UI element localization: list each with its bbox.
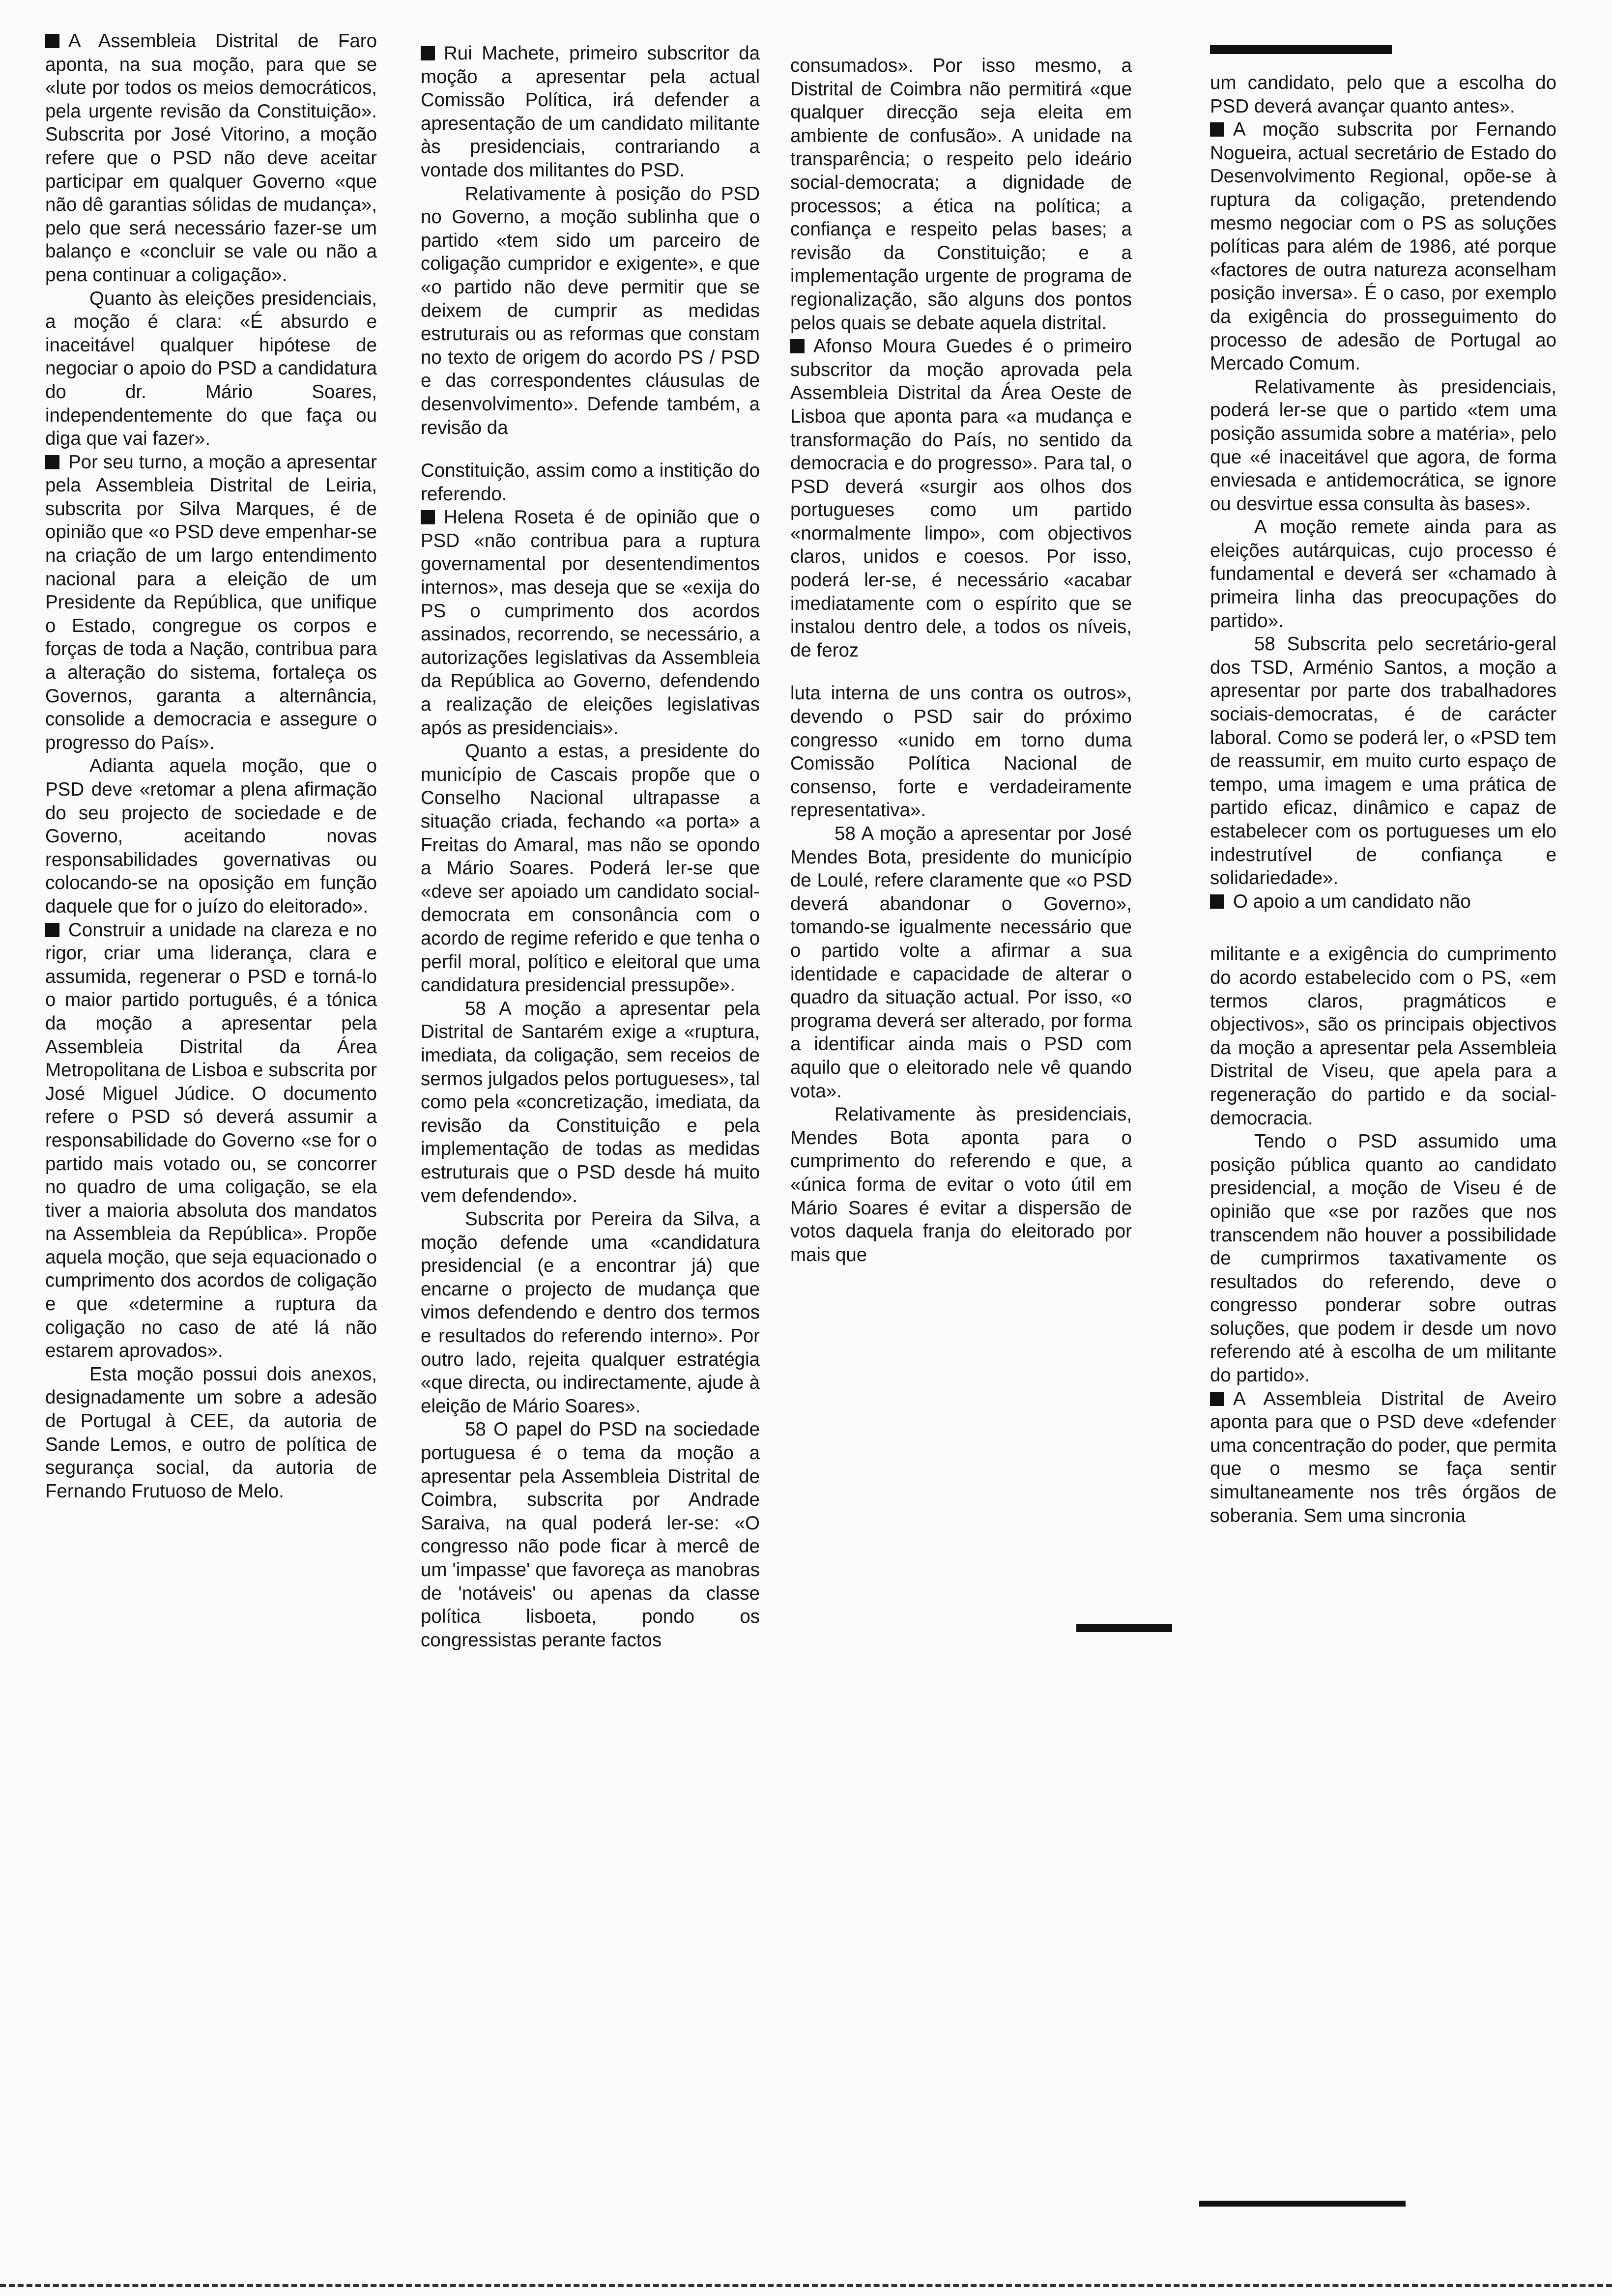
paragraph: Relativamente às presidenciais, poderá ler-se que o partido «tem uma posição assumida sobre a matéria», pelo que «é inaceitável que agora, de forma enviesada e antidemocrática, se ignore ou desvirtue essa consulta às bases». (1210, 376, 1556, 515)
article-column-1 (45, 29, 377, 1503)
article-column-2 (421, 42, 760, 1652)
end-rule-col3 (1076, 1624, 1172, 1632)
paragraph: A moção subscrita por Fernando Nogueira, actual secretário de Estado do Desenvolvimento Regional, opõe-se à ruptura da coligação, pretendendo mesmo negociar com o PS as soluções políticas para além de 1986, até porque «factores de outra natureza aconselham posição inversa». É o caso, por exemplo da exigência do prosseguimento do processo de adesão de Portugal ao Mercado Comum. (1210, 119, 1556, 374)
paragraph: 58 A moção a apresentar por José Mendes Bota, presidente do município de Loulé, refere claramente que «o PSD deverá abandonar o Governo», tomando-se igualmente necessário que o partido volte a afirmar a sua identidade e capacidade de alterar o quadro da situação actual. Por isso, «o programa deverá ser alterado, por forma a identificar ainda mais o PSD com aquilo que o eleitorado nele vê quando vota». (790, 823, 1132, 1102)
page-bottom-cut-line (0, 2284, 1612, 2287)
paragraph: Afonso Moura Guedes é o primeiro subscritor da moção aprovada pela Assembleia Distrital da Área Oeste de Lisboa que aponta para «a mudança e transformação do País, no sentido da democracia e do progresso». Para tal, o PSD deverá «surgir aos olhos dos portugueses como um partido «normalmente limpo», com objectivos claros, unidos e coesos. Por isso, poderá ler-se, é necessário «acabar imediatamente com o espírito que se instalou dentro dele, a todos os níveis, de feroz (790, 336, 1132, 661)
square-bullet-icon (45, 455, 59, 469)
paragraph: Esta moção possui dois anexos, designadamente um sobre a adesão de Portugal à CEE, da autoria de Sande Lemos, e outro de política de segurança social, da autoria de Fernando Frutuoso de Melo. (45, 1363, 377, 1502)
article-column-4 (1210, 71, 1556, 1527)
paragraph: luta interna de uns contra os outros», devendo o PSD sair do próximo congresso «unido em torno duma Comissão Política Nacional de consenso, forte e verdadeiramente representativa». (790, 683, 1132, 821)
article-column-3 (790, 54, 1132, 1266)
paragraph: A Assembleia Distrital de Aveiro aponta para que o PSD deve «defender uma concentração do poder, que permita que o mesmo se faça sentir simultaneamente nos três órgãos de soberania. Sem uma sincronia (1210, 1388, 1556, 1526)
square-bullet-icon (1210, 894, 1224, 909)
paragraph: Relativamente à posição do PSD no Governo, a moção sublinha que o partido «tem sido um parceiro de coligação cumpridor e exigente», e que «o partido não deve permitir que se deixem de cumprir as medidas estruturais ou as reformas que constam no texto de origem do acordo PS / PSD e das correspondentes cláusulas de desenvolvimento». Defende também, a revisão da (421, 183, 760, 438)
bottom-rule-col4 (1199, 2201, 1406, 2207)
paragraph: Constituição, assim como a institição do referendo. (421, 460, 760, 505)
paragraph: 58 Subscrita pelo secretário-geral dos TSD, Arménio Santos, a moção a apresentar por parte dos trabalhadores sociais-democratas, é de carácter laboral. Como se poderá ler, o «PSD tem de reassumir, em muito curto espaço de tempo, uma imagem e uma prática de partido eficaz, dinâmico e capaz de estabelecer com os portugueses um elo indestrutível de confiança e solidariedade». (1210, 633, 1556, 889)
square-bullet-icon (790, 339, 805, 353)
paragraph: A Assembleia Distrital de Faro aponta, na sua moção, para que se «lute por todos os meios democráticos, pela urgente revisão da Constituição». Subscrita por José Vitorino, a moção refere que o PSD não deve aceitar participar em qualquer Governo «que não dê garantias sólidas de mudança», pelo que será necessário fazer-se um balanço e «concluir se vale ou não a pena continuar a coligação». (45, 30, 377, 286)
paragraph: Adianta aquela moção, que o PSD deve «retomar a plena afirmação do seu projecto de sociedade e de Governo, aceitando novas responsabilidades governativas ou colocando-se na oposição em função daquele que for o juízo do eleitorado». (45, 755, 377, 917)
paragraph: Quanto a estas, a presidente do município de Cascais propõe que o Conselho Nacional ultrapasse a situação criada, fechando «a porta» a Freitas do Amaral, mas não se opondo a Mário Soares. Poderá ler-se que «deve ser apoiado um candidato social-democrata em consonância com o acordo de regime referido e que tenha o perfil moral, político e eleitoral que uma candidatura presidencial pressupõe». (421, 741, 760, 996)
paragraph: 58 A moção a apresentar pela Distrital de Santarém exige a «ruptura, imediata, da coligação, sem receios de sermos julgados pelos portugueses», tal como pela «concretização, imediata, da revisão da Constituição e pela implementação de todas as medidas estruturais que o PSD desde há muito vem defendendo». (421, 998, 760, 1206)
paragraph: militante e a exigência do cumprimento do acordo estabelecido com o PS, «em termos claros, pragmáticos e objectivos», são os principais objectivos da moção a apresentar pela Assembleia Distrital de Viseu, que apela para a regeneração do partido e da social-democracia. (1210, 944, 1556, 1129)
square-bullet-icon (1210, 122, 1224, 137)
paragraph: Relativamente às presidenciais, Mendes Bota aponta para o cumprimento do referendo e que, a «única forma de evitar o voto útil em Mário Soares é evitar a dispersão de votos daquela franja do eleitorado por mais que (790, 1104, 1132, 1265)
paragraph: Tendo o PSD assumido uma posição pública quanto ao candidato presidencial, a moção de Viseu é de opinião que «se por razões que nos transcendem não houver a possibilidade de cumprirmos taxativamente os resultados do referendo, deve o congresso ponderar sobre outras soluções, que podem ir desde um novo referendo até à escolha de um militante do partido». (1210, 1131, 1556, 1386)
paragraph: O apoio a um candidato não (1210, 890, 1556, 914)
paragraph: Subscrita por Pereira da Silva, a moção defende uma «candidatura presidencial (e a encontrar já) que encarne o projecto de mudança que vimos defendendo e dentro dos termos e resultados do referendo interno». Por outro lado, rejeita qualquer estratégia «que directa, ou indirectamente, ajude à eleição de Mário Soares». (421, 1208, 760, 1417)
paragraph: Construir a unidade na clareza e no rigor, criar uma liderança, clara e assumida, regenerar o PSD e torná-lo o maior partido português, é a tónica da moção a apresentar pela Assembleia Distrital da Área Metropolitana de Lisboa e subscrita por José Miguel Júdice. O documento refere o PSD só deverá assumir a responsabilidade do Governo «se for o partido mais votado ou, se concorrer no quadro de uma coligação, se ela tiver a maioria absoluta dos mandatos na Assembleia da República». Propõe aquela moção, que seja equacionado o cumprimento dos acordos de coligação e que «determine a ruptura da coligação no caso de até lá não estarem aprovados». (45, 919, 377, 1362)
paragraph: 58 O papel do PSD na sociedade portuguesa é o tema da moção a apresentar pela Assembleia Distrital de Coimbra, subscrita por Andrade Saraiva, na qual poderá ler-se: «O congresso não pode ficar à mercê de um 'impasse' que favoreça as manobras de 'notáveis' ou apenas da classe política lisboeta, pondo os congressistas perante factos (421, 1419, 760, 1651)
square-bullet-icon (1210, 1392, 1224, 1406)
paragraph: Rui Machete, primeiro subscritor da moção a apresentar pela actual Comissão Política, irá defender a apresentação de um candidato militante às presidenciais, contrariando a vontade dos militantes do PSD. (421, 43, 760, 181)
paragraph: um candidato, pelo que a escolha do PSD deverá avançar quanto antes». (1210, 72, 1556, 117)
top-rule-col4 (1210, 45, 1392, 54)
paragraph: A moção remete ainda para as eleições autárquicas, cujo processo é fundamental e deverá ser «chamado à primeira linha das preocupações do partido». (1210, 517, 1556, 631)
square-bullet-icon (421, 510, 435, 524)
paragraph: consumados». Por isso mesmo, a Distrital de Coimbra não permitirá «que qualquer direcção seja eleita em ambiente de confusão». A unidade na transparência; o respeito pelo ideário social-democrata; a dignidade de processos; a ética na política; a confiança e respeito pelas bases; a revisão da Constituição; e a implementação urgente de programa de regionalização, são alguns dos pontos pelos quais se debate aquela distrital. (790, 55, 1132, 334)
paragraph: Helena Roseta é de opinião que o PSD «não contribua para a ruptura governamental por desentendimentos internos», mas deseja que se «exija do PS o cumprimento dos acordos assinados, recorrendo, se necessário, a autorizações legislativas da Assembleia da República ao Governo, defendendo a realização de eleições legislativas após as presidenciais». (421, 507, 760, 739)
square-bullet-icon (45, 34, 59, 48)
square-bullet-icon (421, 46, 435, 60)
paragraph: Quanto às eleições presidenciais, a moção é clara: «É absurdo e inaceitável qualquer hipótese de negociar o apoio do PSD a candidatura do dr. Mário Soares, independentemente do que faça ou diga que vai fazer». (45, 287, 377, 450)
paragraph: Por seu turno, a moção a apresentar pela Assembleia Distrital de Leiria, subscrita por Silva Marques, é de opinião que «o PSD deve empenhar-se na criação de um largo entendimento nacional para a eleição de um Presidente da República, que unifique o Estado, congregue os corpos e forças de toda a Nação, contribua para a alteração do sistema, fortaleça os Governos, garanta a alternância, consolide a democracia e assegure o progresso do País». (45, 451, 377, 753)
square-bullet-icon (45, 923, 59, 937)
